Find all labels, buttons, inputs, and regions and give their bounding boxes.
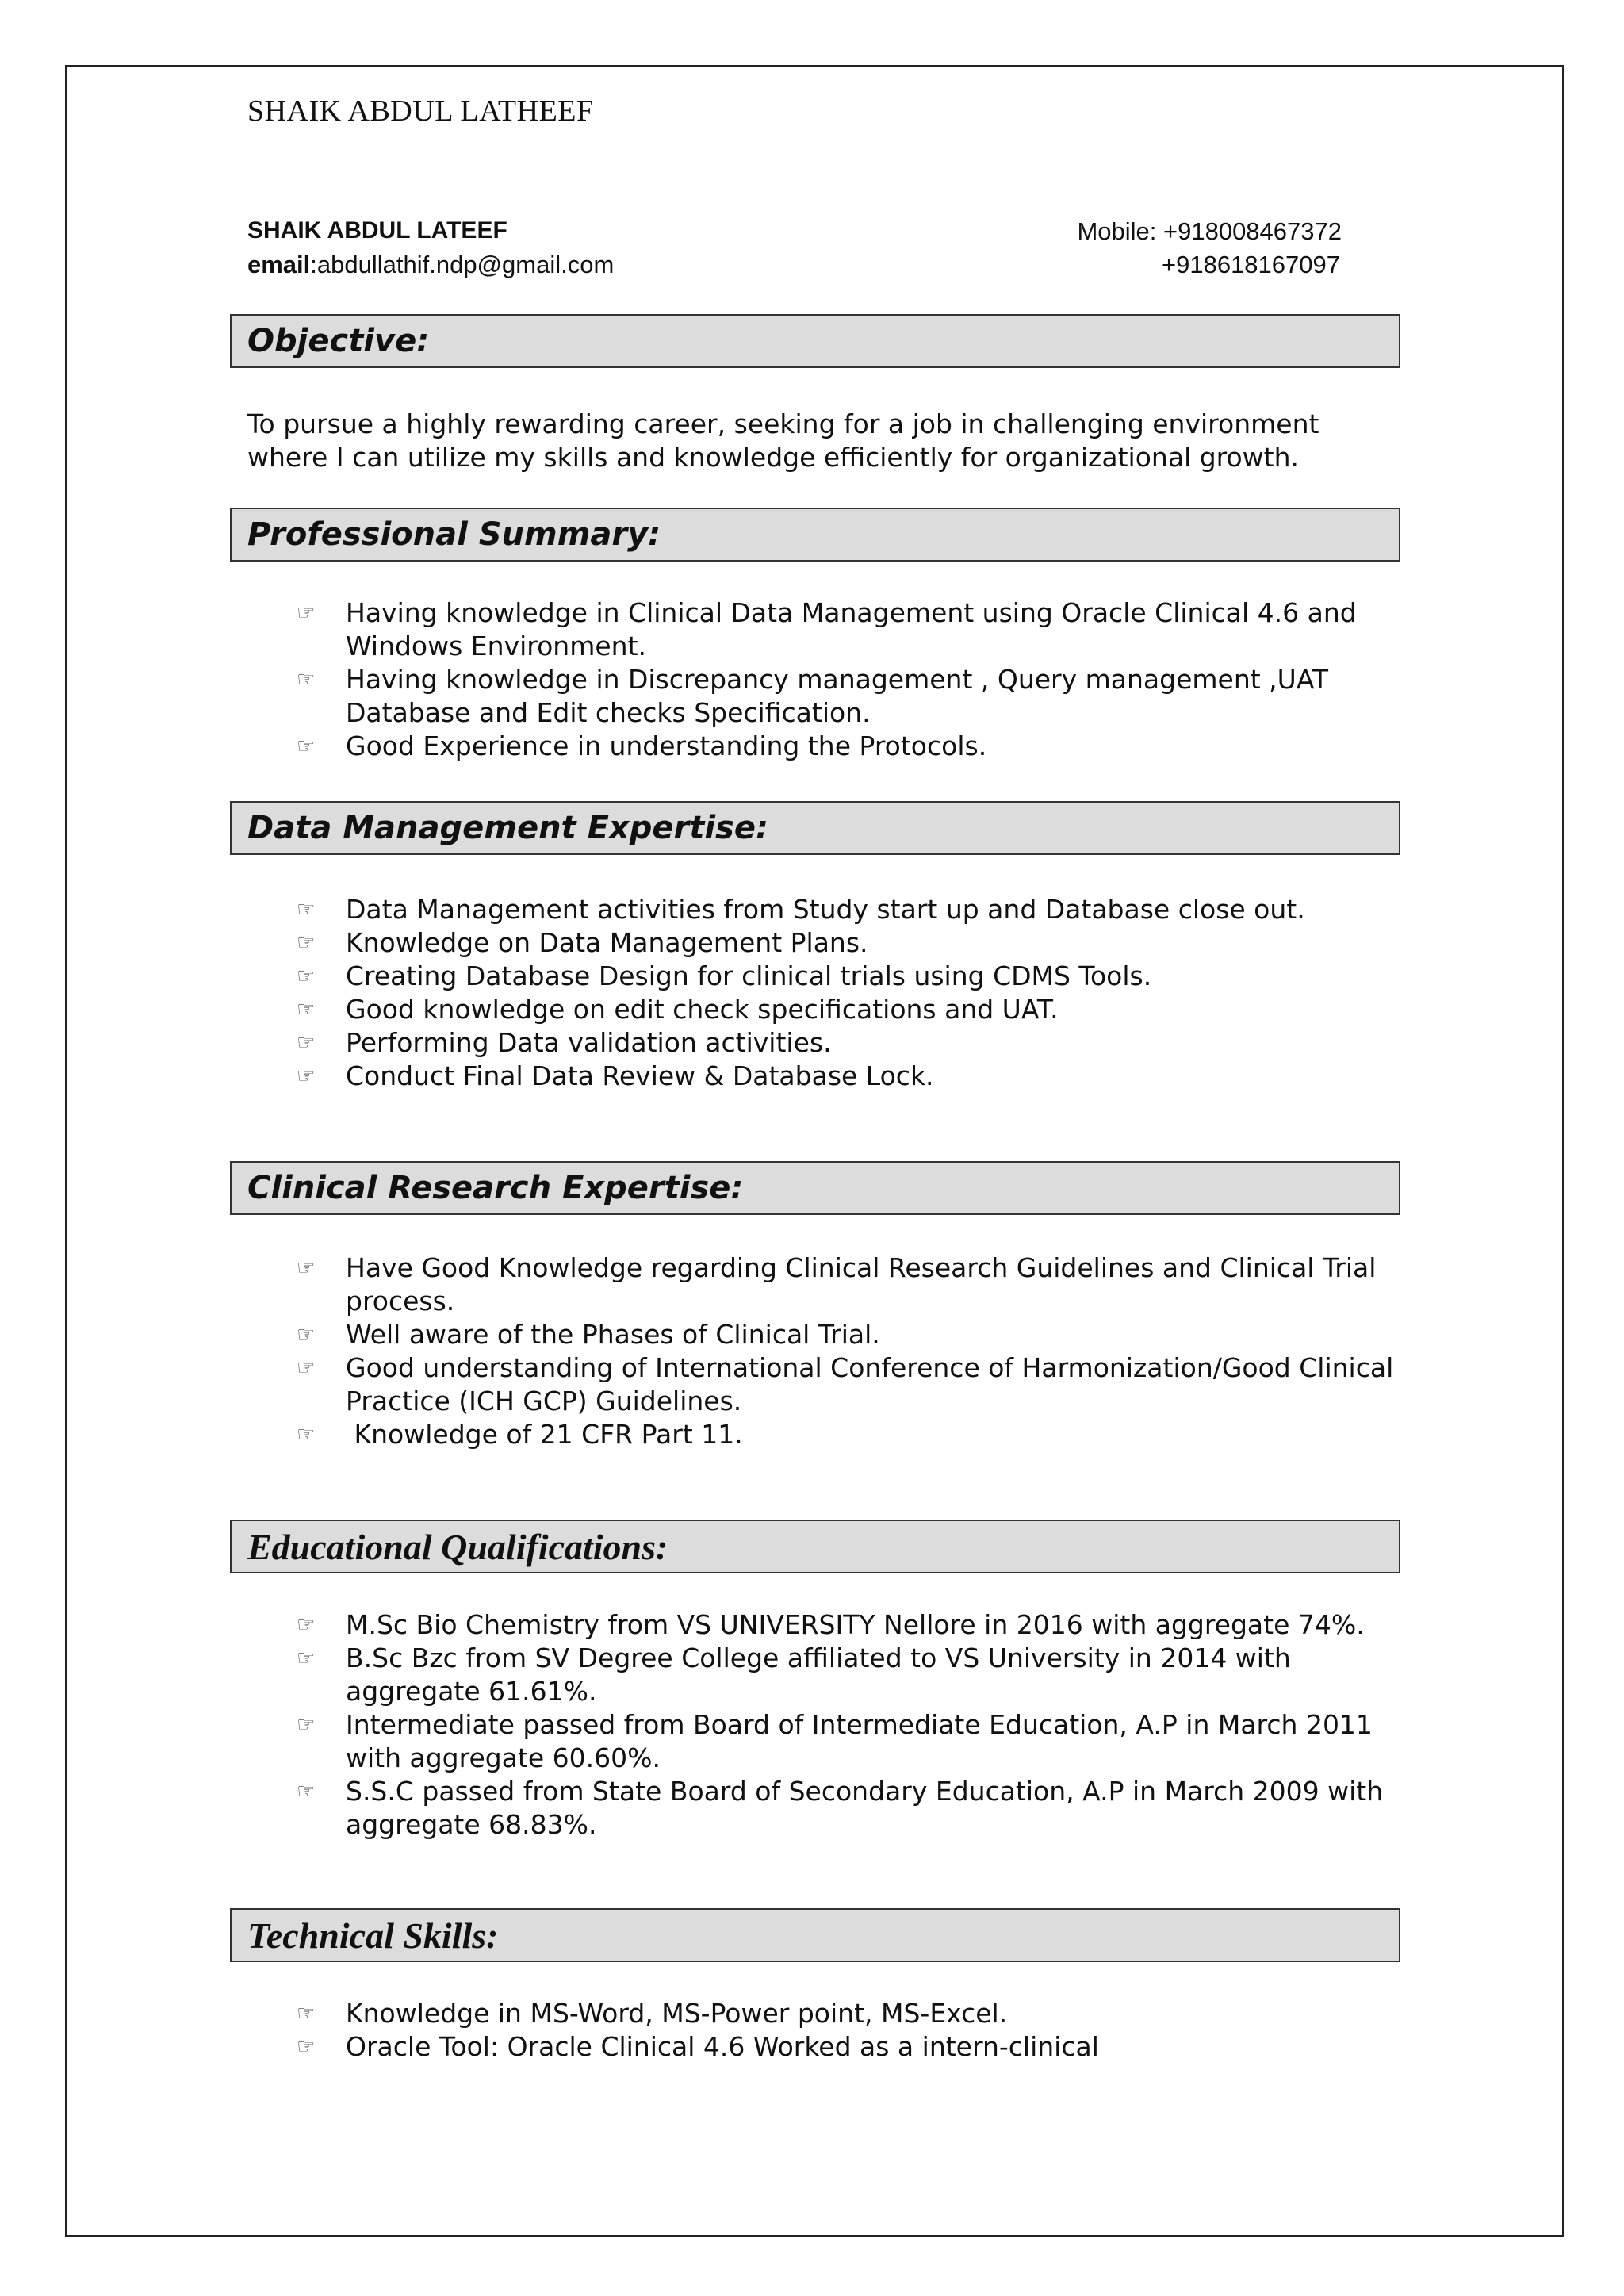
section-header-objective: Objective: bbox=[230, 314, 1400, 368]
list-item: ☞ Creating Database Design for clinical trials using CDMS Tools. bbox=[297, 960, 1152, 991]
list-item: ☞ Performing Data validation activities. bbox=[297, 1027, 832, 1058]
mobile-secondary: +918618167097 bbox=[1162, 251, 1340, 278]
list-item: ☞ B.Sc Bzc from SV Degree College affiliated to VS University in 2014 with aggregate 61.61%. bbox=[297, 1642, 1291, 1707]
list-item: ☞ Good knowledge on edit check specifications and UAT. bbox=[297, 994, 1059, 1025]
data-management-list bbox=[297, 893, 1399, 1093]
list-item: ☞ Having knowledge in Discrepancy management , Query management ,UAT Database and Edit checks Specification. bbox=[297, 664, 1328, 728]
pointing-hand-icon: ☞ bbox=[297, 998, 316, 1022]
pointing-hand-icon: ☞ bbox=[297, 898, 316, 922]
pointing-hand-icon: ☞ bbox=[297, 1256, 316, 1280]
list-item: ☞ Oracle Tool: Oracle Clinical 4.6 Worked as a intern-clinical bbox=[297, 2031, 1099, 2062]
list-item: ☞ Knowledge on Data Management Plans. bbox=[297, 927, 868, 958]
technical-skills-list bbox=[297, 1997, 1399, 2064]
pointing-hand-icon: ☞ bbox=[297, 1064, 316, 1088]
list-item: ☞ Having knowledge in Clinical Data Management using Oracle Clinical 4.6 and Windows Environment. bbox=[297, 597, 1357, 661]
email-value: :abdullathif.ndp@gmail.com bbox=[310, 251, 615, 278]
education-list bbox=[297, 1608, 1399, 1842]
pointing-hand-icon: ☞ bbox=[297, 668, 316, 692]
section-header-education: Educational Qualifications: bbox=[230, 1520, 1400, 1573]
list-item: ☞ M.Sc Bio Chemistry from VS UNIVERSITY Nellore in 2016 with aggregate 74%. bbox=[297, 1609, 1365, 1640]
pointing-hand-icon: ☞ bbox=[297, 931, 316, 955]
list-item: ☞ Data Management activities from Study start up and Database close out. bbox=[297, 894, 1305, 925]
pointing-hand-icon: ☞ bbox=[297, 601, 316, 625]
list-item: ☞ Good understanding of International Conference of Harmonization/Good Clinical Practice (ICH GCP) Guidelines. bbox=[297, 1352, 1394, 1416]
email-label: email bbox=[247, 251, 311, 278]
objective-line-2: where I can utilize my skills and knowledge efficiently for organizational growth. bbox=[247, 442, 1300, 473]
mobile-primary: Mobile: +918008467372 bbox=[1077, 217, 1342, 245]
list-item: ☞ Conduct Final Data Review & Database Lock. bbox=[297, 1060, 934, 1091]
list-item: ☞ Intermediate passed from Board of Intermediate Education, A.P in March 2011 with aggregate 60.60%. bbox=[297, 1709, 1373, 1773]
list-item: ☞ Knowledge of 21 CFR Part 11. bbox=[297, 1419, 743, 1450]
pointing-hand-icon: ☞ bbox=[297, 1713, 316, 1737]
page-header-name: SHAIK ABDUL LATHEEF bbox=[247, 94, 594, 128]
pointing-hand-icon: ☞ bbox=[297, 734, 316, 758]
pointing-hand-icon: ☞ bbox=[297, 1780, 316, 1803]
pointing-hand-icon: ☞ bbox=[297, 1613, 316, 1637]
pointing-hand-icon: ☞ bbox=[297, 1031, 316, 1055]
candidate-name: SHAIK ABDUL LATEEF bbox=[247, 217, 508, 243]
clinical-research-list bbox=[297, 1251, 1399, 1451]
section-header-technical-skills: Technical Skills: bbox=[230, 1908, 1400, 1962]
pointing-hand-icon: ☞ bbox=[297, 1323, 316, 1347]
email-line bbox=[247, 251, 614, 279]
pointing-hand-icon: ☞ bbox=[297, 1356, 316, 1380]
list-item: ☞ Knowledge in MS-Word, MS-Power point, MS-Excel. bbox=[297, 1998, 1008, 2029]
objective-text bbox=[247, 408, 1397, 474]
pointing-hand-icon: ☞ bbox=[297, 964, 316, 988]
pointing-hand-icon: ☞ bbox=[297, 1423, 316, 1447]
pointing-hand-icon: ☞ bbox=[297, 1646, 316, 1670]
section-header-data-management: Data Management Expertise: bbox=[230, 801, 1400, 855]
list-item: ☞ Good Experience in understanding the Protocols. bbox=[297, 730, 987, 761]
list-item: ☞ Well aware of the Phases of Clinical Trial. bbox=[297, 1319, 880, 1350]
list-item: ☞ S.S.C passed from State Board of Secondary Education, A.P in March 2009 with aggregate 68.83%. bbox=[297, 1776, 1384, 1840]
pointing-hand-icon: ☞ bbox=[297, 2035, 316, 2059]
objective-line-1: To pursue a highly rewarding career, seeking for a job in challenging environment bbox=[247, 408, 1320, 439]
professional-summary-list bbox=[297, 596, 1399, 763]
pointing-hand-icon: ☞ bbox=[297, 2002, 316, 2026]
section-header-professional-summary: Professional Summary: bbox=[230, 508, 1400, 562]
section-header-clinical-research: Clinical Research Expertise: bbox=[230, 1161, 1400, 1215]
list-item: ☞ Have Good Knowledge regarding Clinical Research Guidelines and Clinical Trial process. bbox=[297, 1252, 1377, 1317]
